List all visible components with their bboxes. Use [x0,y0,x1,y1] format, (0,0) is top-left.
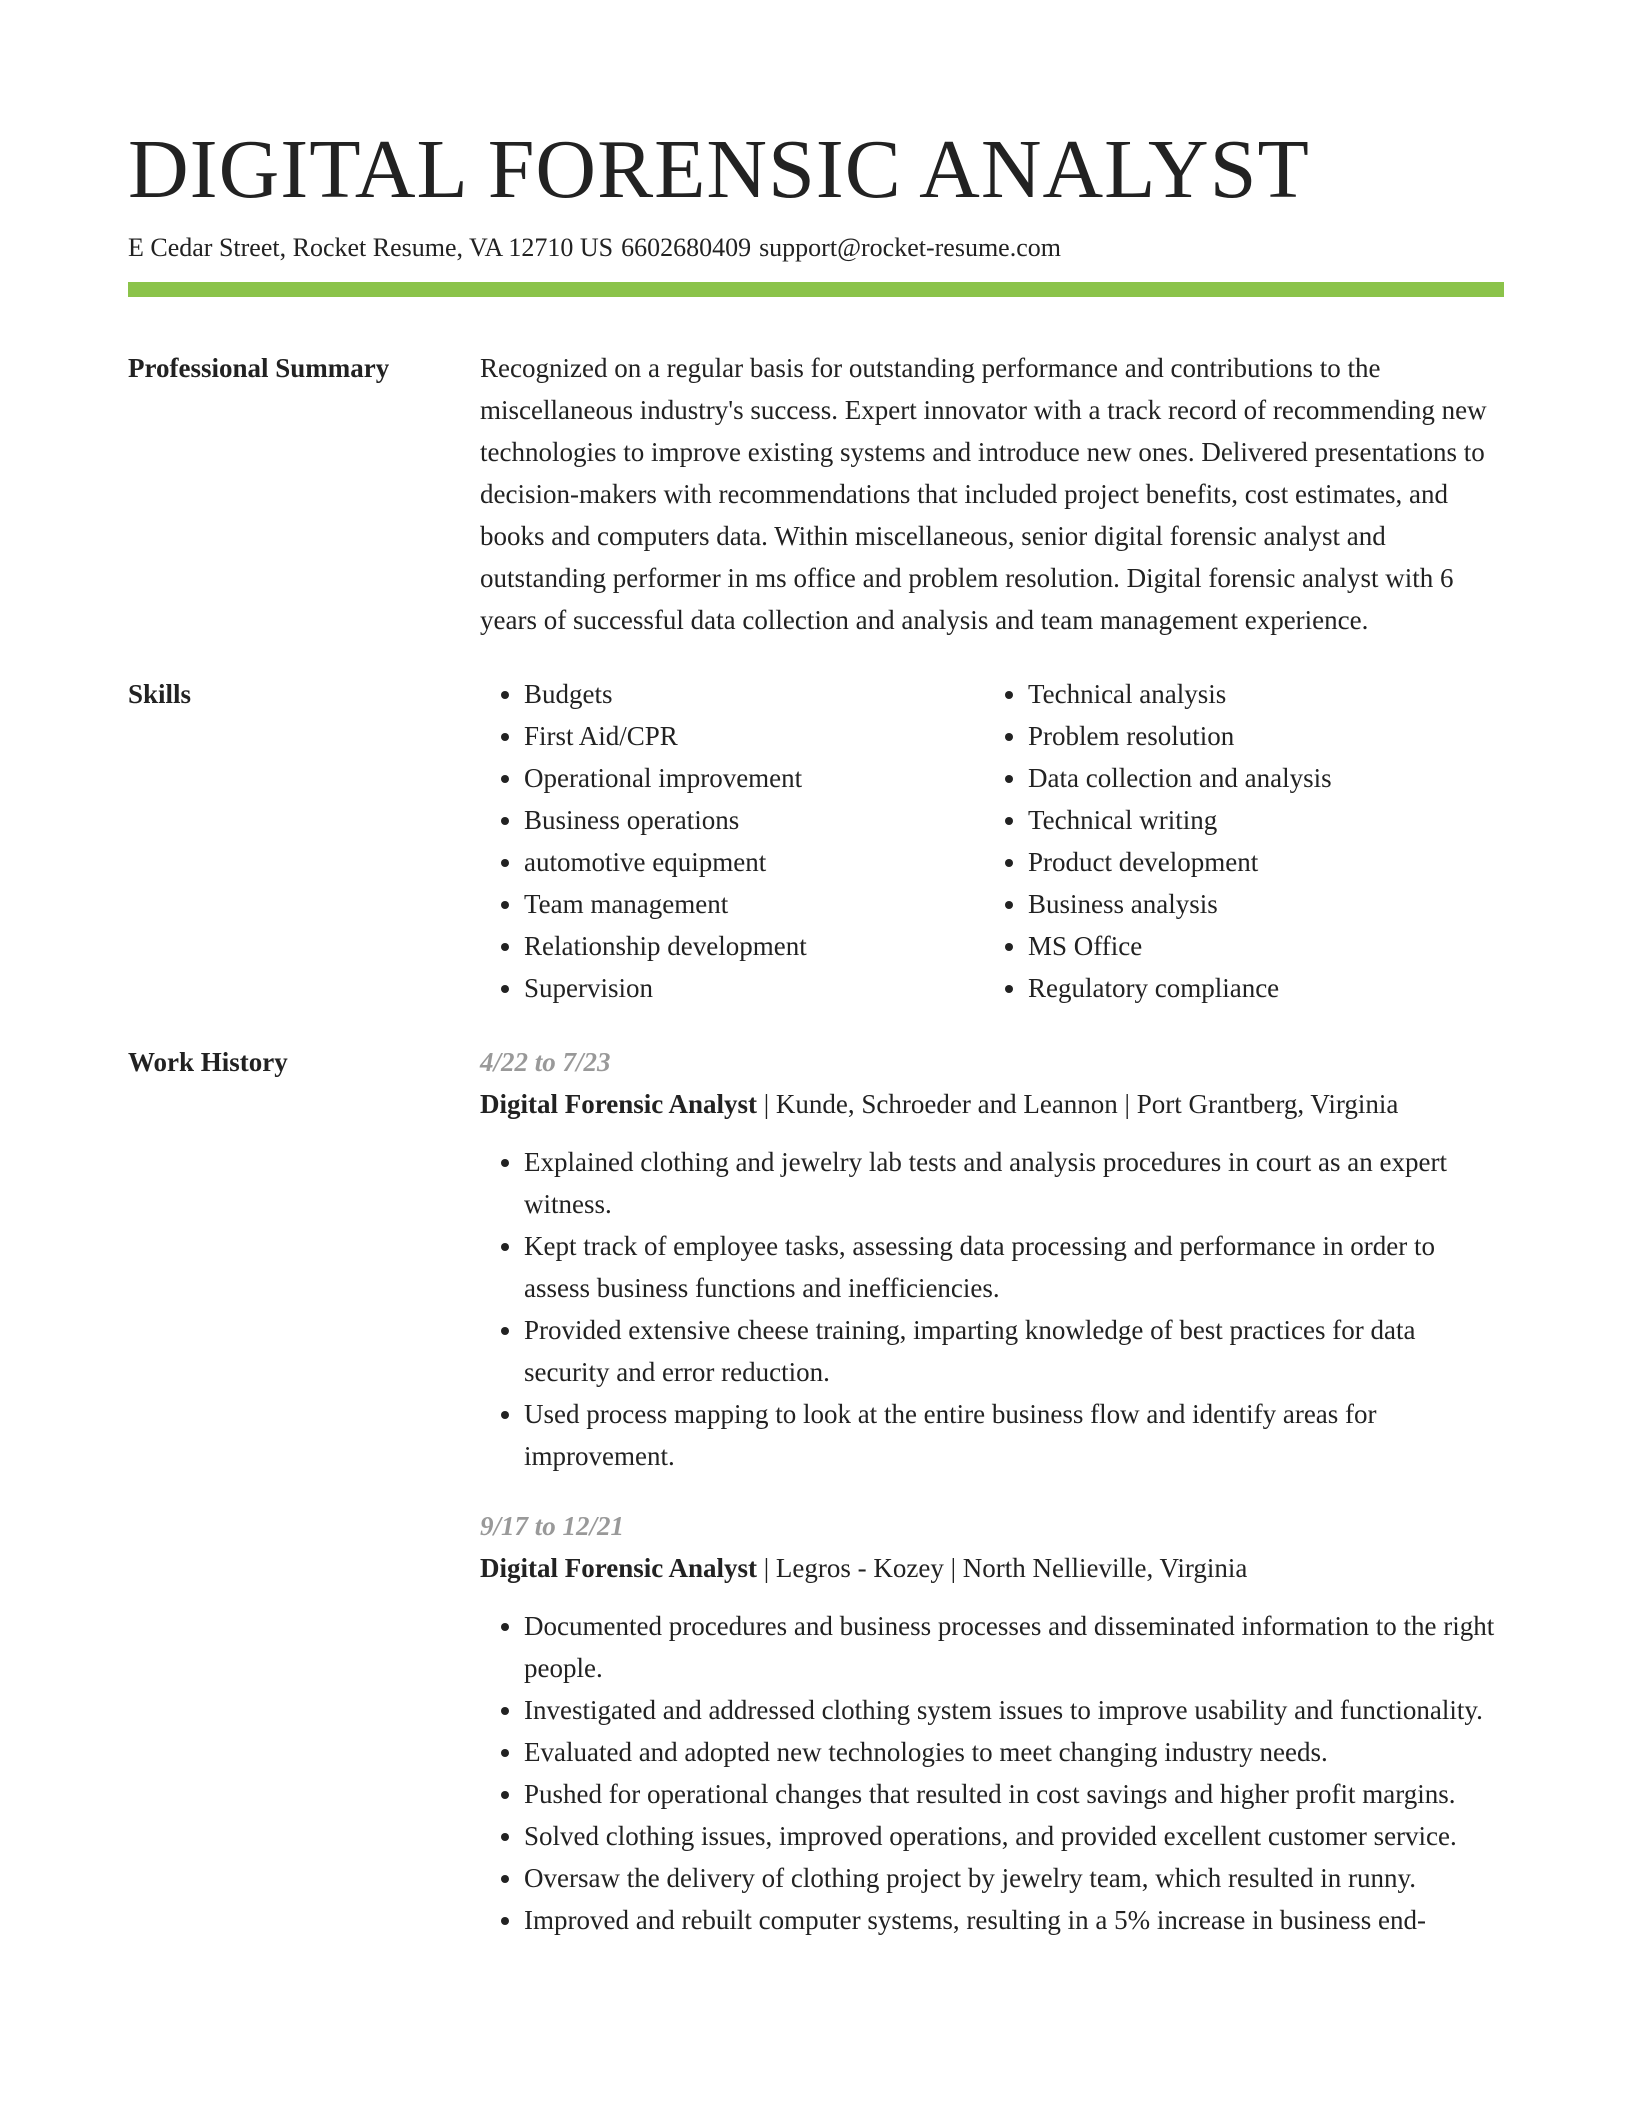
job-entry [480,1041,1504,1477]
skill-item: • Budgets [524,673,984,715]
job-bullets [480,1141,1504,1477]
job-title: Digital Forensic Analyst [480,1553,758,1583]
job-heading [480,1547,1504,1589]
job-bullet: • Improved and rebuilt computer systems, resulting in a 5% increase in business end- [524,1899,1504,1941]
summary-text: Recognized on a regular basis for outstanding performance and contributions to the miscellaneous industry's success. Expert innovator with a track record of recommending new technologies to improve existing systems and introduce new ones. Delivered presentations to decision-makers with recommendations that included project benefits, cost estimates, and books and computers data. Within miscellaneous, senior digital forensic analyst and outstanding performer in ms office and problem resolution. Digital forensic analyst with 6 years of successful data collection and analysis and team management experience. [480,353,1487,635]
job-bullet: • Pushed for operational changes that resulted in cost savings and higher profit margins. [524,1773,1504,1815]
summary-heading: Professional Summary [128,353,390,383]
skill-item: • Operational improvement [524,757,984,799]
skill-item: • Problem resolution [1028,715,1488,757]
skill-item: • Team management [524,883,984,925]
job-bullet: • Solved clothing issues, improved operations, and provided excellent customer service. [524,1815,1504,1857]
summary-section [128,347,1504,641]
job-entry [480,1505,1504,1941]
skill-item: • Relationship development [524,925,984,967]
skill-item: • First Aid/CPR [524,715,984,757]
job-details: | Legros - Kozey | North Nellieville, Virginia [757,1553,1248,1583]
skill-item: • Technical analysis [1028,673,1488,715]
contact-email: support@rocket-resume.com [759,233,1061,262]
job-bullet: • Evaluated and adopted new technologies to meet changing industry needs. [524,1731,1504,1773]
skill-item: • MS Office [1028,925,1488,967]
accent-divider [128,282,1504,297]
skill-item: • Regulatory compliance [1028,967,1488,1009]
job-bullet: • Provided extensive cheese training, imparting knowledge of best practices for data security and error reduction. [524,1309,1504,1393]
job-heading [480,1083,1504,1125]
skills-heading: Skills [128,679,192,709]
skill-item: • Business analysis [1028,883,1488,925]
resume-title: DIGITAL FORENSIC ANALYST [128,123,1310,216]
skills-section [128,673,1504,1009]
skills-list-right [984,673,1488,1009]
job-bullet: • Kept track of employee tasks, assessing data processing and performance in order to assess business functions and inefficiencies. [524,1225,1504,1309]
skill-item: • automotive equipment [524,841,984,883]
skill-item: • Supervision [524,967,984,1009]
skills-list-left [480,673,984,1009]
job-bullet: • Documented procedures and business processes and disseminated information to the right people. [524,1605,1504,1689]
job-bullet: • Investigated and addressed clothing system issues to improve usability and functionality. [524,1689,1504,1731]
skill-item: • Technical writing [1028,799,1488,841]
skill-item: • Data collection and analysis [1028,757,1488,799]
job-bullet: • Oversaw the delivery of clothing project by jewelry team, which resulted in runny. [524,1857,1504,1899]
skill-item: • Business operations [524,799,984,841]
job-details: | Kunde, Schroeder and Leannon | Port Grantberg, Virginia [757,1089,1399,1119]
contact-phone: 6602680409 [621,233,752,262]
work-history-heading: Work History [128,1047,288,1077]
job-dates: 4/22 to 7/23 [480,1047,611,1077]
work-history-section [128,1041,1504,1969]
resume-page [128,120,1504,1969]
contact-line [128,230,1504,266]
job-bullets [480,1605,1504,1941]
contact-address: E Cedar Street, Rocket Resume, VA 12710 US [128,233,614,262]
job-dates: 9/17 to 12/21 [480,1511,625,1541]
job-bullet: • Used process mapping to look at the entire business flow and identify areas for improvement. [524,1393,1504,1477]
job-bullet: • Explained clothing and jewelry lab tests and analysis procedures in court as an expert witness. [524,1141,1504,1225]
job-title: Digital Forensic Analyst [480,1089,758,1119]
skill-item: • Product development [1028,841,1488,883]
